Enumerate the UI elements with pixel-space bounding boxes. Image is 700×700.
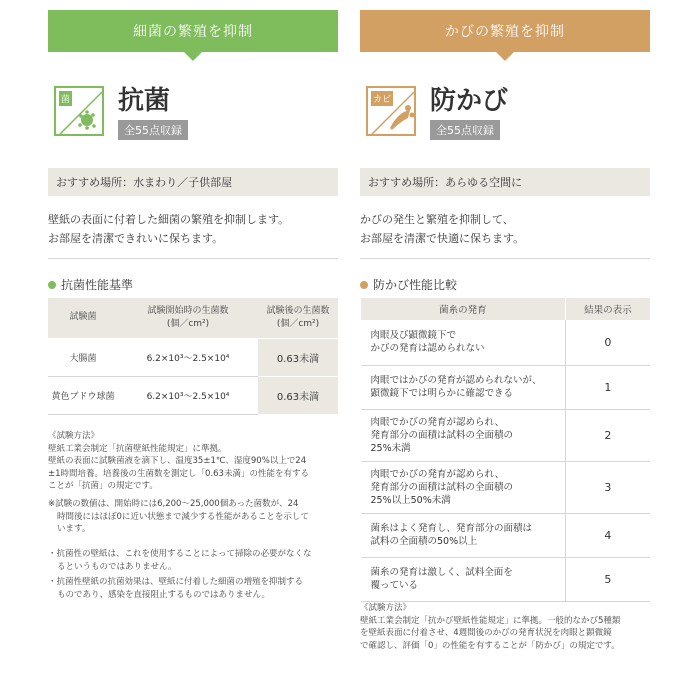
bullet-dot-icon <box>360 281 368 289</box>
method-line: ことが「抗菌」の規定です。 <box>48 481 158 491</box>
growth-line: 発育部分の面積は試料の全面積の <box>370 429 514 441</box>
table-row <box>48 376 338 414</box>
method-line: を壁紙表面に付着させ、4週間後のかびの発育状況を肉眼と顕微鏡 <box>360 628 612 638</box>
table-cell-growth <box>361 365 566 409</box>
table-cell-growth <box>361 409 566 461</box>
antimold-section-heading <box>360 276 457 293</box>
antibacterial-banner <box>48 10 338 52</box>
antimold-banner <box>360 10 650 52</box>
note-line: ・抗菌性の壁紙は、これを使用することによって掃除の必要がなくな <box>48 549 312 559</box>
divider <box>48 258 338 259</box>
antimold-title-row <box>366 86 508 146</box>
antibacterial-test-method <box>48 430 338 493</box>
method-line: ±1時間培養。培養後の生菌数を測定し「0.63未満」の性能を有する <box>48 468 309 479</box>
antimold-recommended-place: おすすめ場所：あらゆる空間に <box>360 168 650 196</box>
antibacterial-title-row <box>54 86 188 146</box>
table-cell-start-count: 6.2×10³～2.5×10⁴ <box>118 376 258 414</box>
table-header-text: 試験開始時の生菌数 (個／cm²) <box>147 305 229 329</box>
note-line: るというものではありません。 <box>57 561 177 572</box>
table-header: 結果の表示 <box>565 298 650 320</box>
table-cell-result: 1 <box>565 365 650 409</box>
section-heading-text: 抗菌性能基準 <box>61 278 134 292</box>
growth-line: 25%以上50%未満 <box>370 494 451 506</box>
table-cell-bacteria: 黄色ブドウ球菌 <box>48 376 118 414</box>
table-cell-bacteria: 大腸菌 <box>48 338 118 376</box>
growth-line: 肉眼ではかびの発育が認められないが、 <box>370 375 542 386</box>
note-line: ものであり、感染を直接阻止するものではありません。 <box>57 589 271 600</box>
growth-line: 覆っている <box>370 580 419 591</box>
table-cell-result: 3 <box>565 461 650 513</box>
table-cell-result: 4 <box>565 513 650 557</box>
table-header-text: 試験後の生菌数 (個／cm²) <box>266 305 330 329</box>
antibacterial-note-effect <box>48 576 338 601</box>
table-row <box>361 557 651 601</box>
antibacterial-section-heading <box>48 276 133 293</box>
description-line: かびの発生と繁殖を抑制して、 <box>360 213 514 226</box>
table-cell-growth <box>361 557 566 601</box>
antimold-table <box>360 298 650 602</box>
section-heading-text: 防かび性能比較 <box>373 278 458 292</box>
method-line: で確認し、評価「0」の性能を有することが「防かび」の規定です。 <box>360 640 620 651</box>
antimold-column <box>360 0 650 700</box>
antibacterial-icon-tag: 菌 <box>59 91 72 106</box>
antibacterial-note-cleaning <box>48 548 338 573</box>
growth-line: 肉眼及び顕微鏡下で <box>370 330 457 342</box>
antimold-count-badge: 全55点収録 <box>430 120 500 140</box>
growth-line: 菌糸はよく発育し、発育部分の面積は <box>370 523 533 534</box>
table-cell-after-count: 0.63未満 <box>258 376 338 414</box>
growth-line: 肉眼でかびの発育が認められ、 <box>370 468 505 480</box>
note-line: います。 <box>57 524 91 534</box>
growth-line: 菌糸の発育は激しく、試料全面を <box>370 567 513 578</box>
table-cell-growth <box>361 461 566 513</box>
mold-icon <box>368 88 416 136</box>
growth-line: かびの発育は認められない <box>370 343 485 355</box>
table-header: 菌糸の発育 <box>361 298 566 320</box>
table-row <box>361 409 651 461</box>
antibacterial-note-values <box>48 498 338 536</box>
table-cell-result: 5 <box>565 557 650 601</box>
description-line: お部屋を清潔で快適に保ちます。 <box>360 232 525 245</box>
antibacterial-recommended-place: おすすめ場所：水まわり／子供部屋 <box>48 168 338 196</box>
method-line: 壁紙工業会制定「抗菌壁紙性能規定」に準拠。 <box>48 443 227 454</box>
method-heading: 《試験方法》 <box>48 431 100 441</box>
table-header <box>118 298 258 338</box>
table-cell-after-count: 0.63未満 <box>258 338 338 376</box>
table-row <box>361 365 651 409</box>
antibacterial-banner-text: 細菌の繁殖を抑制 <box>133 24 253 40</box>
antimold-banner-text: かびの繁殖を抑制 <box>445 24 565 40</box>
antimold-icon-tag: カビ <box>371 91 393 106</box>
method-line: 壁紙の表面に試験菌液を滴下し、温度35±1℃、湿度90%以上で24 <box>48 456 307 466</box>
table-cell-result: 2 <box>565 409 650 461</box>
note-line: ・抗菌性壁紙の抗菌効果は、壁紙に付着した細菌の増殖を抑制する <box>48 577 304 587</box>
growth-line: 25%未満 <box>370 442 411 454</box>
antibacterial-icon <box>54 86 104 136</box>
table-row <box>361 320 651 365</box>
note-line: ※試験の数値は、開始時には6,200～25,000個あった菌数が、24 <box>48 499 299 509</box>
antibacterial-title: 抗菌 <box>118 86 171 116</box>
antibacterial-table <box>48 298 338 415</box>
table-row <box>48 338 338 376</box>
bullet-dot-icon <box>48 281 56 289</box>
antibacterial-count-badge: 全55点収録 <box>118 120 188 140</box>
note-line: 時間後にはほぼ0に近い状態まで減少する性能があることを示して <box>57 511 309 522</box>
description-line: 壁紙の表面に付着した細菌の繁殖を抑制します。 <box>48 213 290 226</box>
table-cell-result: 0 <box>565 320 650 365</box>
growth-line: 発育部分の面積は試料の全面積の <box>370 481 514 493</box>
bacteria-icon <box>56 88 104 136</box>
table-row <box>361 461 651 513</box>
table-cell-growth <box>361 320 566 365</box>
growth-line: 肉眼でかびの発育が認められ、 <box>370 416 505 428</box>
antimold-description <box>360 210 650 248</box>
antibacterial-column <box>48 0 338 700</box>
antimold-test-method <box>360 602 650 652</box>
table-cell-start-count: 6.2×10³～2.5×10⁴ <box>118 338 258 376</box>
antibacterial-description <box>48 210 338 248</box>
antimold-icon <box>366 86 416 136</box>
antimold-title: 防かび <box>430 86 509 116</box>
table-header <box>258 298 338 338</box>
divider <box>360 258 650 259</box>
growth-line: 顕微鏡下では明らかに確認できる <box>370 388 514 399</box>
method-line: 壁紙工業会制定「抗かび壁紙性能規定」に準拠。一般的なかび5種類 <box>360 615 621 626</box>
description-line: お部屋を清潔できれいに保ちます。 <box>48 232 224 245</box>
table-cell-growth <box>361 513 566 557</box>
table-row <box>361 513 651 557</box>
table-header: 試験菌 <box>48 298 118 338</box>
growth-line: 試料の全面積の50%以上 <box>370 536 478 547</box>
method-heading: 《試験方法》 <box>360 603 412 613</box>
